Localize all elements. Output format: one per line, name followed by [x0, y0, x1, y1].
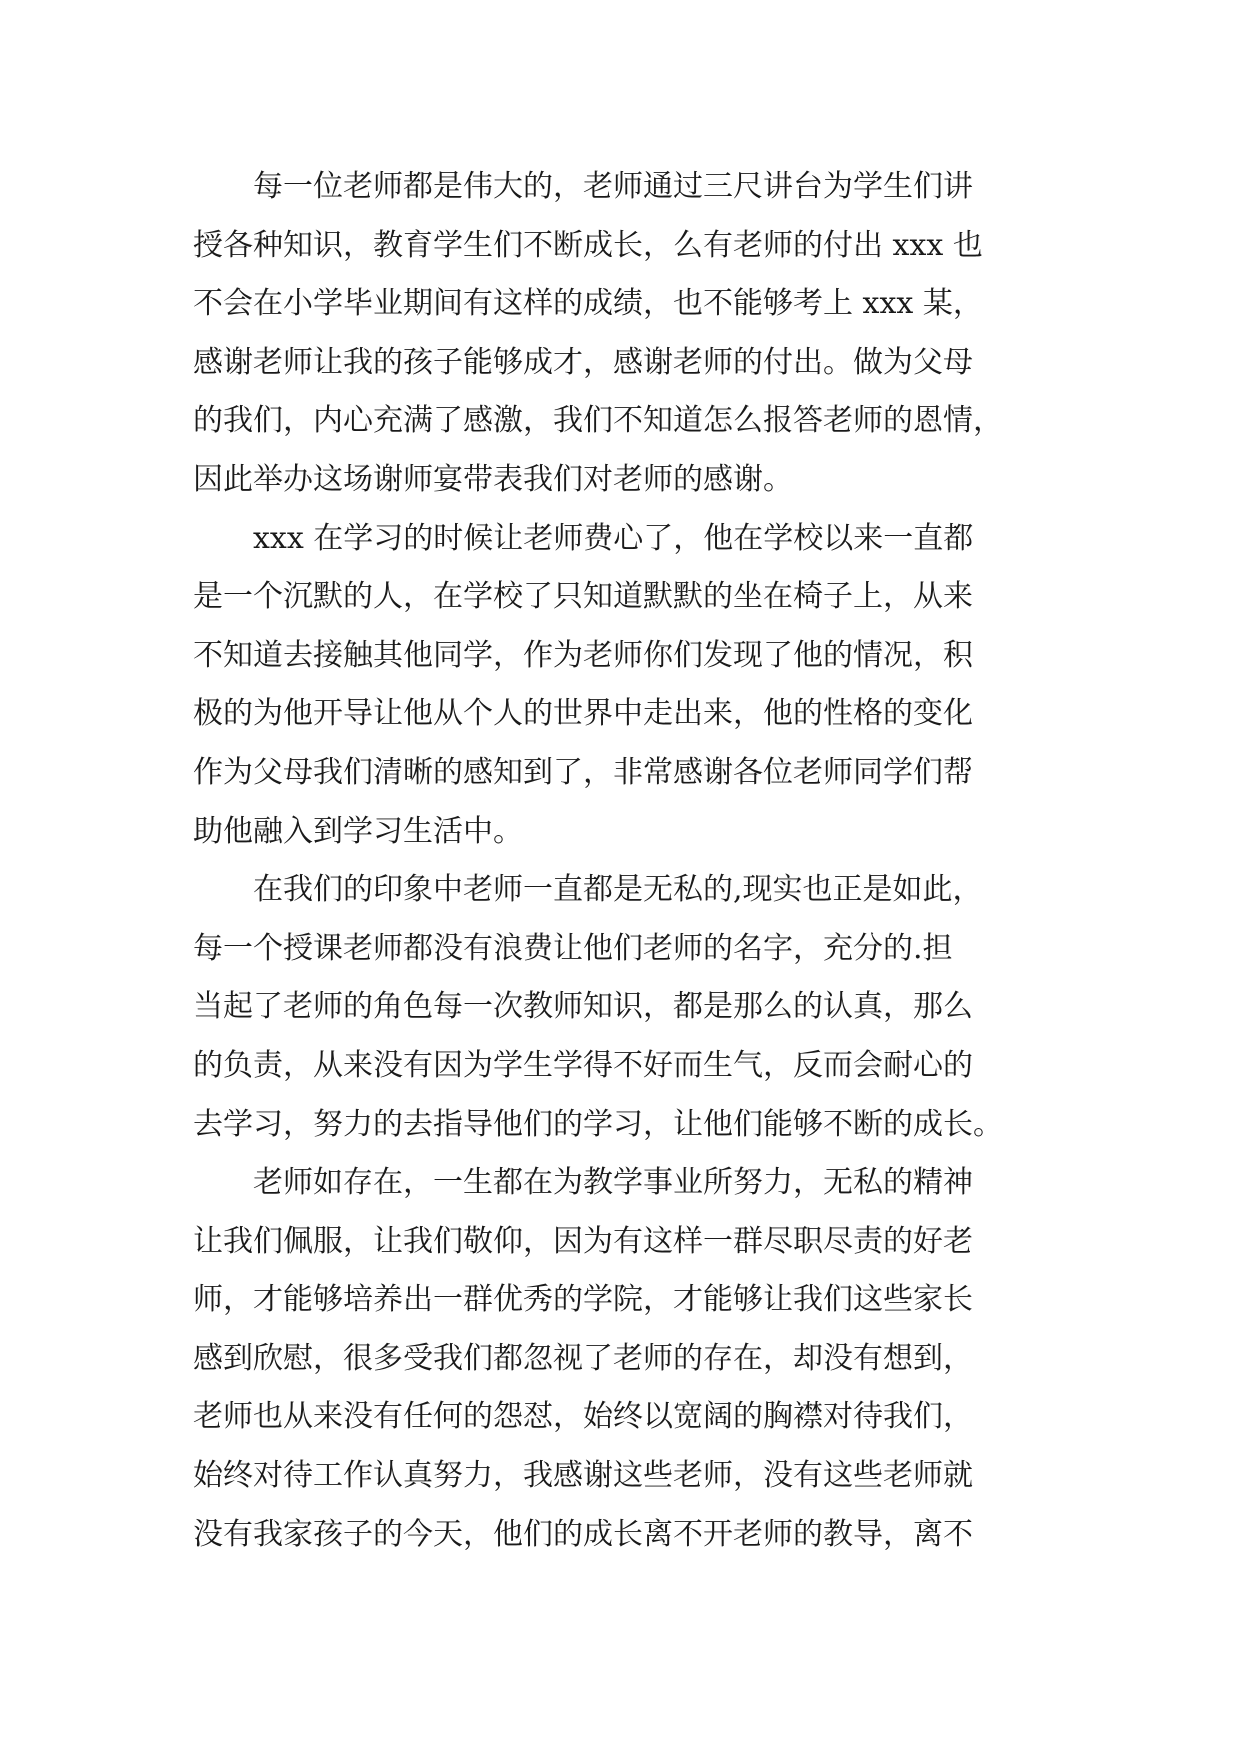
paragraph-line: 的我们，内心充满了感激，我们不知道怎么报答老师的恩情，: [193, 403, 1003, 439]
paragraph-line: 每一位老师都是伟大的，老师通过三尺讲台为学生们讲: [193, 169, 973, 204]
paragraph-line: 在我们的印象中老师一直都是无私的,现实也正是如此，: [193, 872, 983, 908]
paragraph-line: 始终对待工作认真努力，我感谢这些老师，没有这些老师就: [193, 1458, 973, 1494]
paragraph-line: 感谢老师让我的孩子能够成才，感谢老师的付出。做为父母: [193, 344, 973, 380]
paragraph-line: 老师如存在，一生都在为教学事业所努力，无私的精神: [193, 1165, 973, 1201]
paragraph-line: 当起了老师的角色每一次教师知识，都是那么的认真，那么: [193, 989, 973, 1025]
paragraph-line: 的负责，从来没有因为学生学得不好而生气，反而会耐心的: [193, 1047, 973, 1083]
paragraph-line: 师，才能够培养出一群优秀的学院，才能够让我们这些家长: [193, 1282, 973, 1318]
paragraph-2: [193, 510, 1053, 862]
paragraph-line: 没有我家孩子的今天，他们的成长离不开老师的教导，离不: [193, 1516, 973, 1552]
paragraph-line: 极的为他开导让他从个人的世界中走出来，他的性格的变化: [193, 696, 973, 732]
paragraph-line: 老师也从来没有任何的怨怼，始终以宽阔的胸襟对待我们，: [193, 1399, 973, 1435]
paragraph-line: 因此举办这场谢师宴带表我们对老师的感谢。: [193, 461, 793, 497]
paragraph-3: [193, 861, 1053, 1154]
paragraph-line: 助他融入到学习生活中。: [193, 813, 523, 849]
paragraph-line: 不知道去接触其他同学，作为老师你们发现了他的情况，积: [193, 637, 973, 673]
paragraph-line: 不会在小学毕业期间有这样的成绩，也不能够考上 xxx 某，: [193, 286, 983, 322]
paragraph-line: 感到欣慰，很多受我们都忽视了老师的存在，却没有想到，: [193, 1340, 973, 1376]
paragraph-1: [193, 158, 1053, 510]
paragraph-line: 作为父母我们清晰的感知到了，非常感谢各位老师同学们帮: [193, 754, 973, 790]
paragraph-line: 去学习，努力的去指导他们的学习，让他们能够不断的成长。: [193, 1106, 1003, 1142]
paragraph-line: xxx 在学习的时候让老师费心了，他在学校以来一直都: [193, 520, 974, 556]
paragraph-4: [193, 1154, 1053, 1564]
document-body: [193, 158, 1053, 1564]
paragraph-line: 每一个授课老师都没有浪费让他们老师的名字，充分的.担: [193, 930, 953, 966]
paragraph-line: 是一个沉默的人，在学校了只知道默默的坐在椅子上，从来: [193, 579, 973, 615]
paragraph-line: 让我们佩服，让我们敬仰，因为有这样一群尽职尽责的好老: [193, 1223, 973, 1259]
paragraph-line: 授各种知识，教育学生们不断成长，么有老师的付出 xxx 也: [193, 227, 983, 263]
